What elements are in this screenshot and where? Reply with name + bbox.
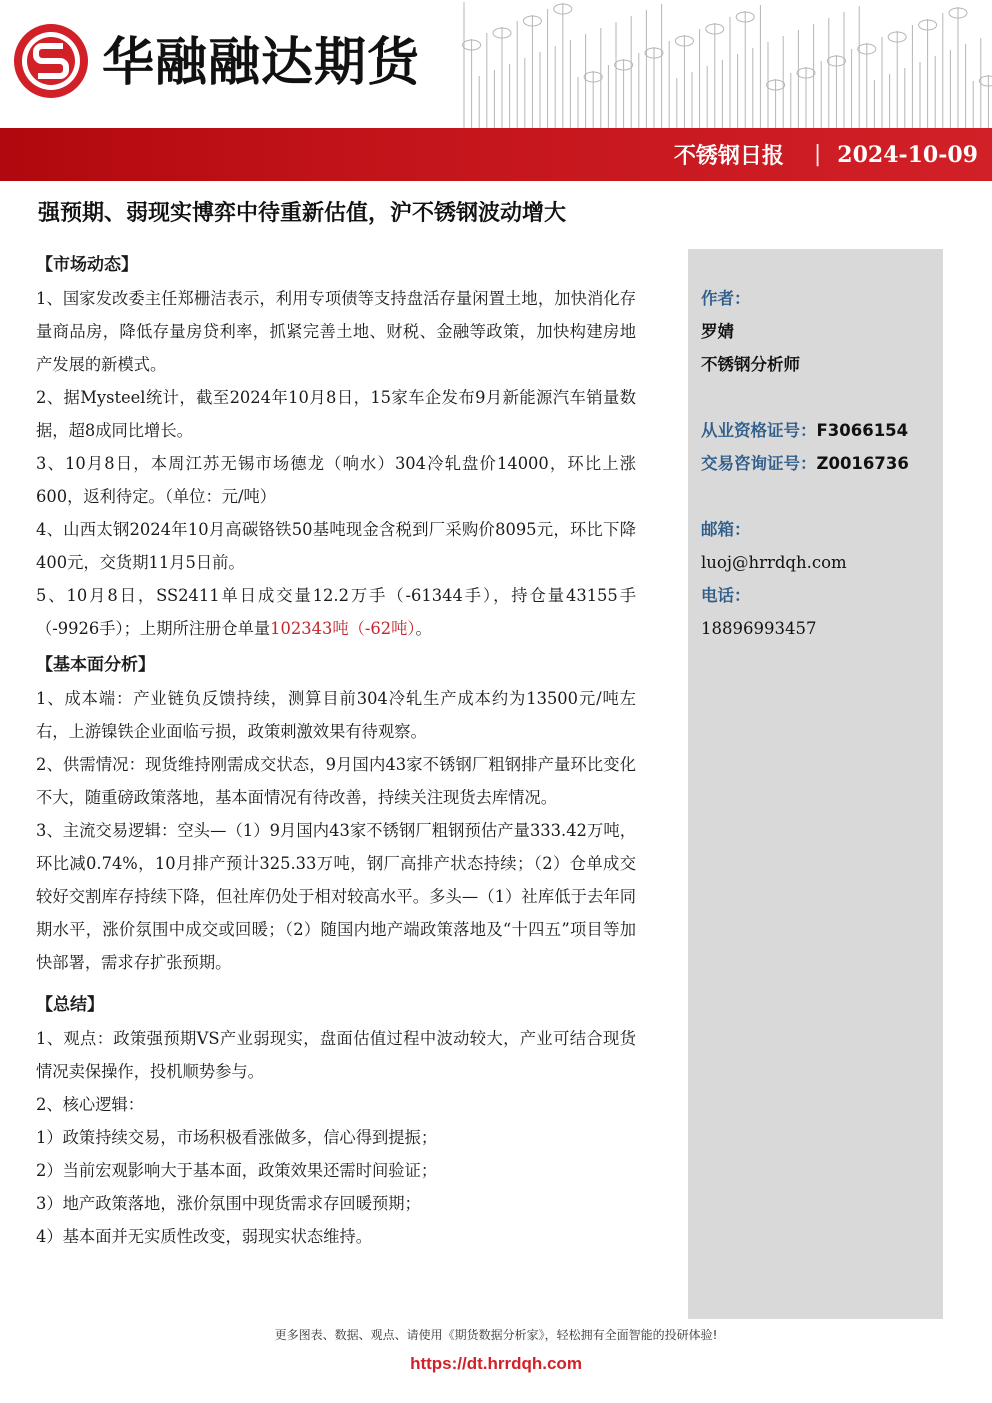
header-separator: |: [813, 142, 822, 167]
qualification-row: [701, 414, 941, 447]
qualification-number: F3066154: [816, 421, 909, 440]
brand-name: 华融融达期货: [102, 33, 421, 93]
email-label: 邮箱：: [701, 520, 751, 539]
section-title-market: 【市场动态】: [36, 255, 138, 275]
summary-item: 2）当前宏观影响大于基本面，政策效果还需时间验证；: [36, 1161, 438, 1180]
summary-item: 1）政策持续交易，市场积极看涨做多，信心得到提振；: [36, 1128, 438, 1147]
consult-label: 交易咨询证号：: [701, 454, 817, 473]
author-title: 不锈钢分析师: [701, 355, 800, 374]
fundamental-item: 1、成本端：产业链负反馈持续，测算目前304冷轧生产成本约为13500元/吨左右，上游镍铁企业面临亏损，政策刺激效果有待观察。: [36, 689, 636, 741]
main-content: [36, 245, 636, 1253]
consult-number: Z0016736: [816, 454, 909, 473]
author-sidebar: [688, 249, 943, 1319]
summary-item: 3）地产政策落地，涨价氛围中现货需求存回暖预期；: [36, 1194, 421, 1213]
market-item-5-text: 5、10月8日，SS2411单日成交量12.2万手（-61344手），持仓量43155手（-9926手）；上期所注册仓单量: [36, 586, 636, 638]
footer-link[interactable]: https://dt.hrrdqh.com: [410, 1354, 582, 1373]
market-item: 2、据Mysteel统计，截至2024年10月8日，15家车企发布9月新能源汽车销量数据，超8成同比增长。: [36, 388, 636, 440]
header-decoration: [456, 0, 992, 128]
warehouse-receipt-value: 102343吨（-62吨）: [270, 619, 416, 638]
author-label: 作者：: [701, 289, 751, 308]
footer-note: 更多图表、数据、观点、请使用《期货数据分析家》，轻松拥有全面智能的投研体验!: [274, 1328, 718, 1342]
header-bar: [0, 128, 992, 181]
author-name: 罗婧: [701, 322, 734, 341]
market-item: 4、山西太钢2024年10月高碳铬铁50基吨现金含税到厂采购价8095元，环比下降400元，交货期11月5日前。: [36, 520, 636, 572]
header-bar-text: [674, 128, 978, 181]
market-item: 3、10月8日，本周江苏无锡市场德龙（响水）304冷轧盘价14000，环比上涨600，返利待定。（单位：元/吨）: [36, 454, 636, 506]
company-logo-icon: [12, 22, 90, 100]
qualification-label: 从业资格证号：: [701, 421, 817, 440]
author-info: [701, 282, 941, 645]
market-item-5-end: 。: [415, 619, 432, 638]
consult-row: [701, 447, 941, 480]
email-value[interactable]: luoj@hrrdqh.com: [701, 553, 847, 572]
section-title-fundamental: 【基本面分析】: [36, 655, 155, 675]
report-headline: 强预期、弱现实博弈中待重新估值，沪不锈钢波动增大: [38, 201, 567, 226]
report-type: 不锈钢日报: [673, 144, 784, 169]
summary-item: 4）基本面并无实质性改变，弱现实状态维持。: [36, 1227, 372, 1246]
section-title-summary: 【总结】: [36, 995, 104, 1015]
summary-item: 1、观点：政策强预期VS产业弱现实，盘面估值过程中波动较大，产业可结合现货情况卖保操作，投机顺势参与。: [36, 1029, 636, 1081]
fundamental-item: 3、主流交易逻辑：空头—（1）9月国内43家不锈钢厂粗钢预估产量333.42万吨，环比减0.74%，10月排产预计325.33万吨，钢厂高排产状态持续；（2）仓单成交较好交割库存持续下降，但社库仍处于相对较高水平。多头—（1）社库低于去年同期水平，涨价氛围中成交或回暖；（2）随国内地产端政策落地及“十四五”项目等加快部署，需求存扩张预期。: [36, 821, 636, 972]
report-date: 2024-10-09: [837, 141, 978, 168]
market-item: [36, 579, 636, 645]
phone-value: 18896993457: [701, 619, 817, 638]
phone-label: 电话：: [701, 586, 751, 605]
fundamental-item: 2、供需情况：现货维持刚需成交状态，9月国内43家不锈钢厂粗钢排产量环比变化不大，随重磅政策落地，基本面情况有待改善，持续关注现货去库情况。: [36, 755, 636, 807]
market-item: 1、国家发改委主任郑栅洁表示，利用专项债等支持盘活存量闲置土地，加快消化存量商品房，降低存量房贷利率，抓紧完善土地、财税、金融等政策，加快构建房地产发展的新模式。: [36, 289, 636, 374]
summary-item: 2、核心逻辑：: [36, 1095, 145, 1114]
